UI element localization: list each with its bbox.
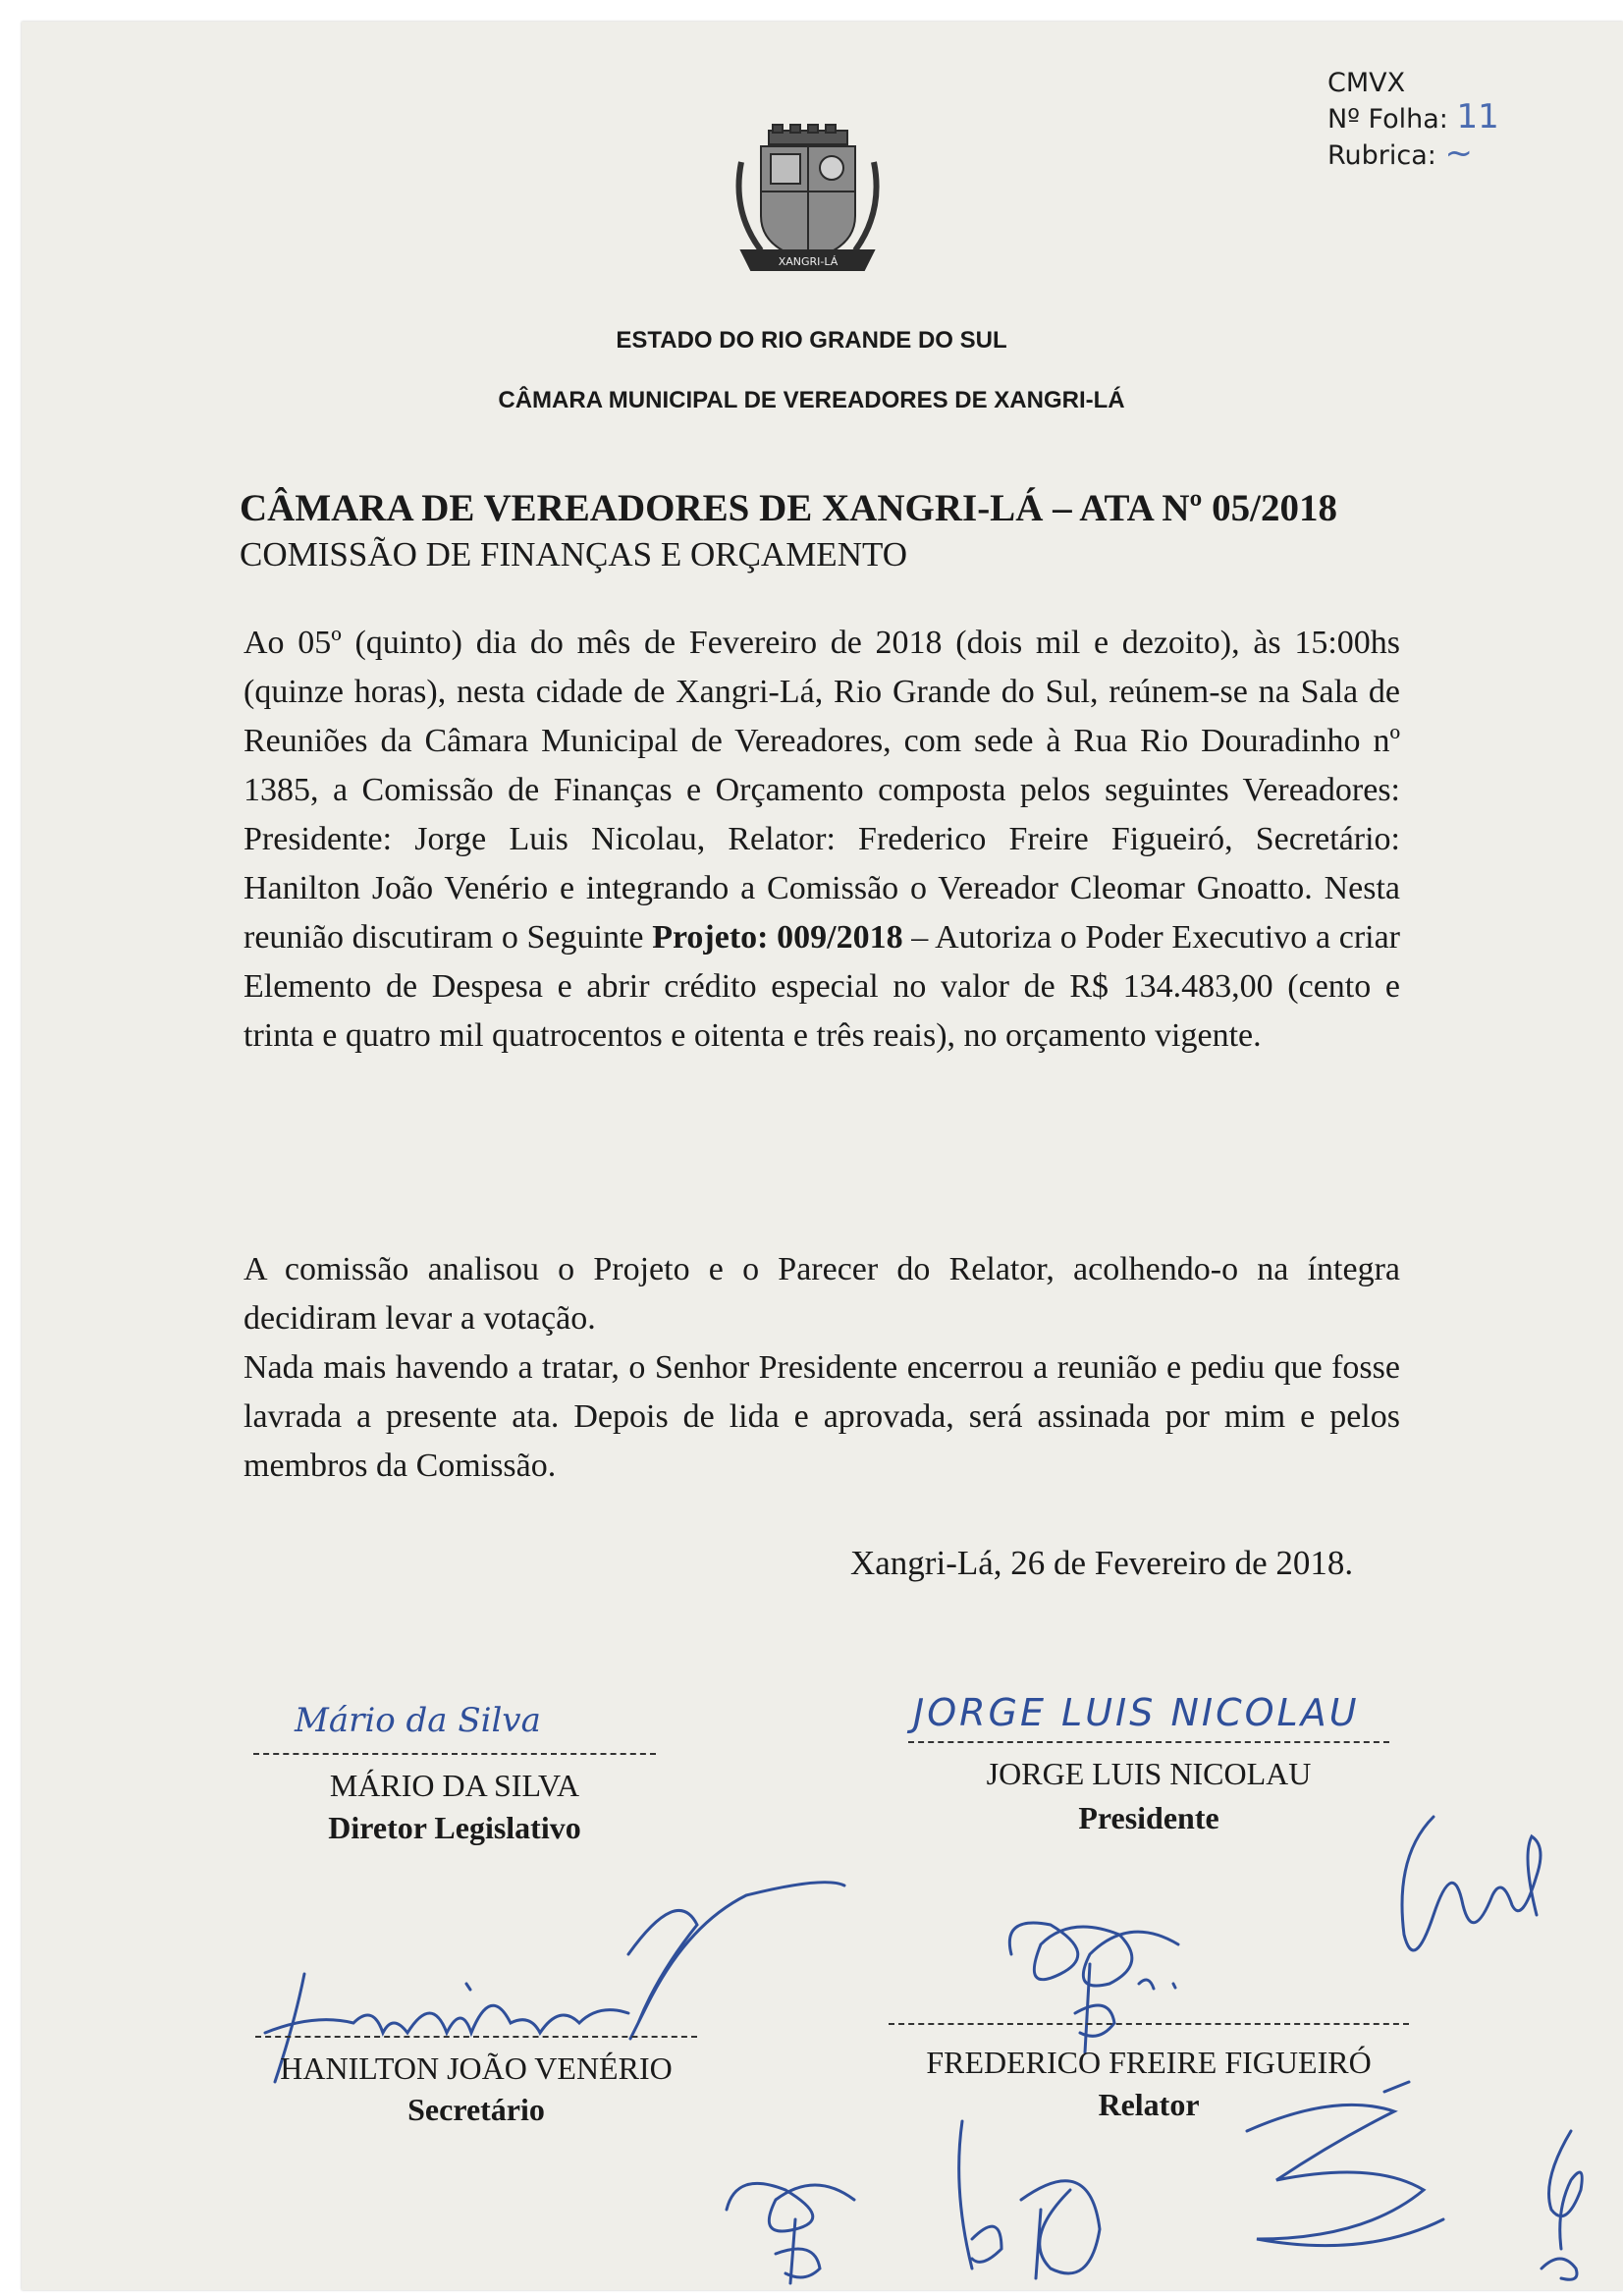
paragraph-meeting [243,619,1400,1061]
signatory-role: Secretário [407,2092,545,2127]
stamp-rubrica-label: Rubrica: [1327,140,1436,171]
signatory-name: FREDERICO FREIRE FIGUEIRÓ [926,2045,1372,2080]
paragraph-meeting-text-a: Ao 05º (quinto) dia do mês de Fevereiro de 2018 (dois mil e dezoito), às 15:00hs (quinze horas), nesta cidade de Xangri-Lá, Rio Grande do Sul, reúnem-se na Sala de Reuniões da Câmara Municipal de Vereadores, com sede à Rua Rio Douradinho nº 1385, a Comissão de Finanças e Orçamento composta pelos seguintes Vereadores: Presidente: Jorge Luis Nicolau, Relator: Frederico Freire Figueiró, Secretário: Hanilton João Venério e integrando a Comissão o Vereador Cleomar Gnoatto. Nesta reunião discutiram o Seguinte [243,625,1400,956]
state-heading: ESTADO DO RIO GRANDE DO SUL [616,327,1007,354]
chamber-heading: CÂMARA MUNICIPAL DE VEREADORES DE XANGRI-LÁ [498,387,1125,413]
signature-line-hanilton [255,2036,697,2038]
signature-line-frederico [889,2023,1409,2025]
stamp-folha-value: 11 [1456,97,1499,137]
signatory-role: Presidente [1078,1800,1219,1835]
protocol-stamp [1327,66,1499,173]
stamp-folha-label: Nº Folha: [1327,104,1448,135]
signatory-name: HANILTON JOÃO VENÉRIO [280,2050,673,2086]
document-date: Xangri-Lá, 26 de Fevereiro de 2018. [850,1544,1354,1582]
signatory-role: Diretor Legislativo [328,1810,581,1845]
document-page [22,22,1623,2290]
stamp-rubrica-mark: ~ [1444,134,1473,173]
paragraph-meeting-text-b: – Autoriza o Poder Executivo a criar Elemento de Despesa e abrir crédito especial no valor de R$ 134.483,00 (cento e trinta e quatro mil quatrocentos e oitenta e três reais), no orçamento vigente. [243,919,1400,1054]
signatory-name: MÁRIO DA SILVA [329,1768,580,1803]
stamp-folha [1327,97,1499,137]
stamp-rubrica [1327,134,1499,173]
signature-jorge-text: JORGE LUIS NICOLAU [913,1691,1360,1734]
project-number: Projeto: 009/2018 [652,919,903,956]
document-title: CÂMARA DE VEREADORES DE XANGRI-LÁ – ATA Nº 05/2018 [240,487,1337,529]
signature-line-mario [253,1753,656,1755]
document-subtitle: COMISSÃO DE FINANÇAS E ORÇAMENTO [240,535,907,574]
crest-ribbon-text: XANGRI-LÁ [778,255,839,268]
signatory-role: Relator [1098,2087,1200,2122]
coat-of-arms-icon [722,123,893,280]
signature-line-jorge [908,1741,1389,1743]
signatory-name: JORGE LUIS NICOLAU [986,1756,1312,1791]
paragraph-analysis: A comissão analisou o Projeto e o Parecer do Relator, acolhendo-o na íntegra decidiram levar a votação. [243,1251,1400,1337]
stamp-code: CMVX [1327,68,1406,98]
paragraph-closing: Nada mais havendo a tratar, o Senhor Presidente encerrou a reunião e pediu que fosse lavrada a presente ata. Depois de lida e aprovada, será assinada por mim e pelos membros da Comissão. [243,1349,1400,1484]
signature-mario-text: Mário da Silva [295,1701,541,1740]
